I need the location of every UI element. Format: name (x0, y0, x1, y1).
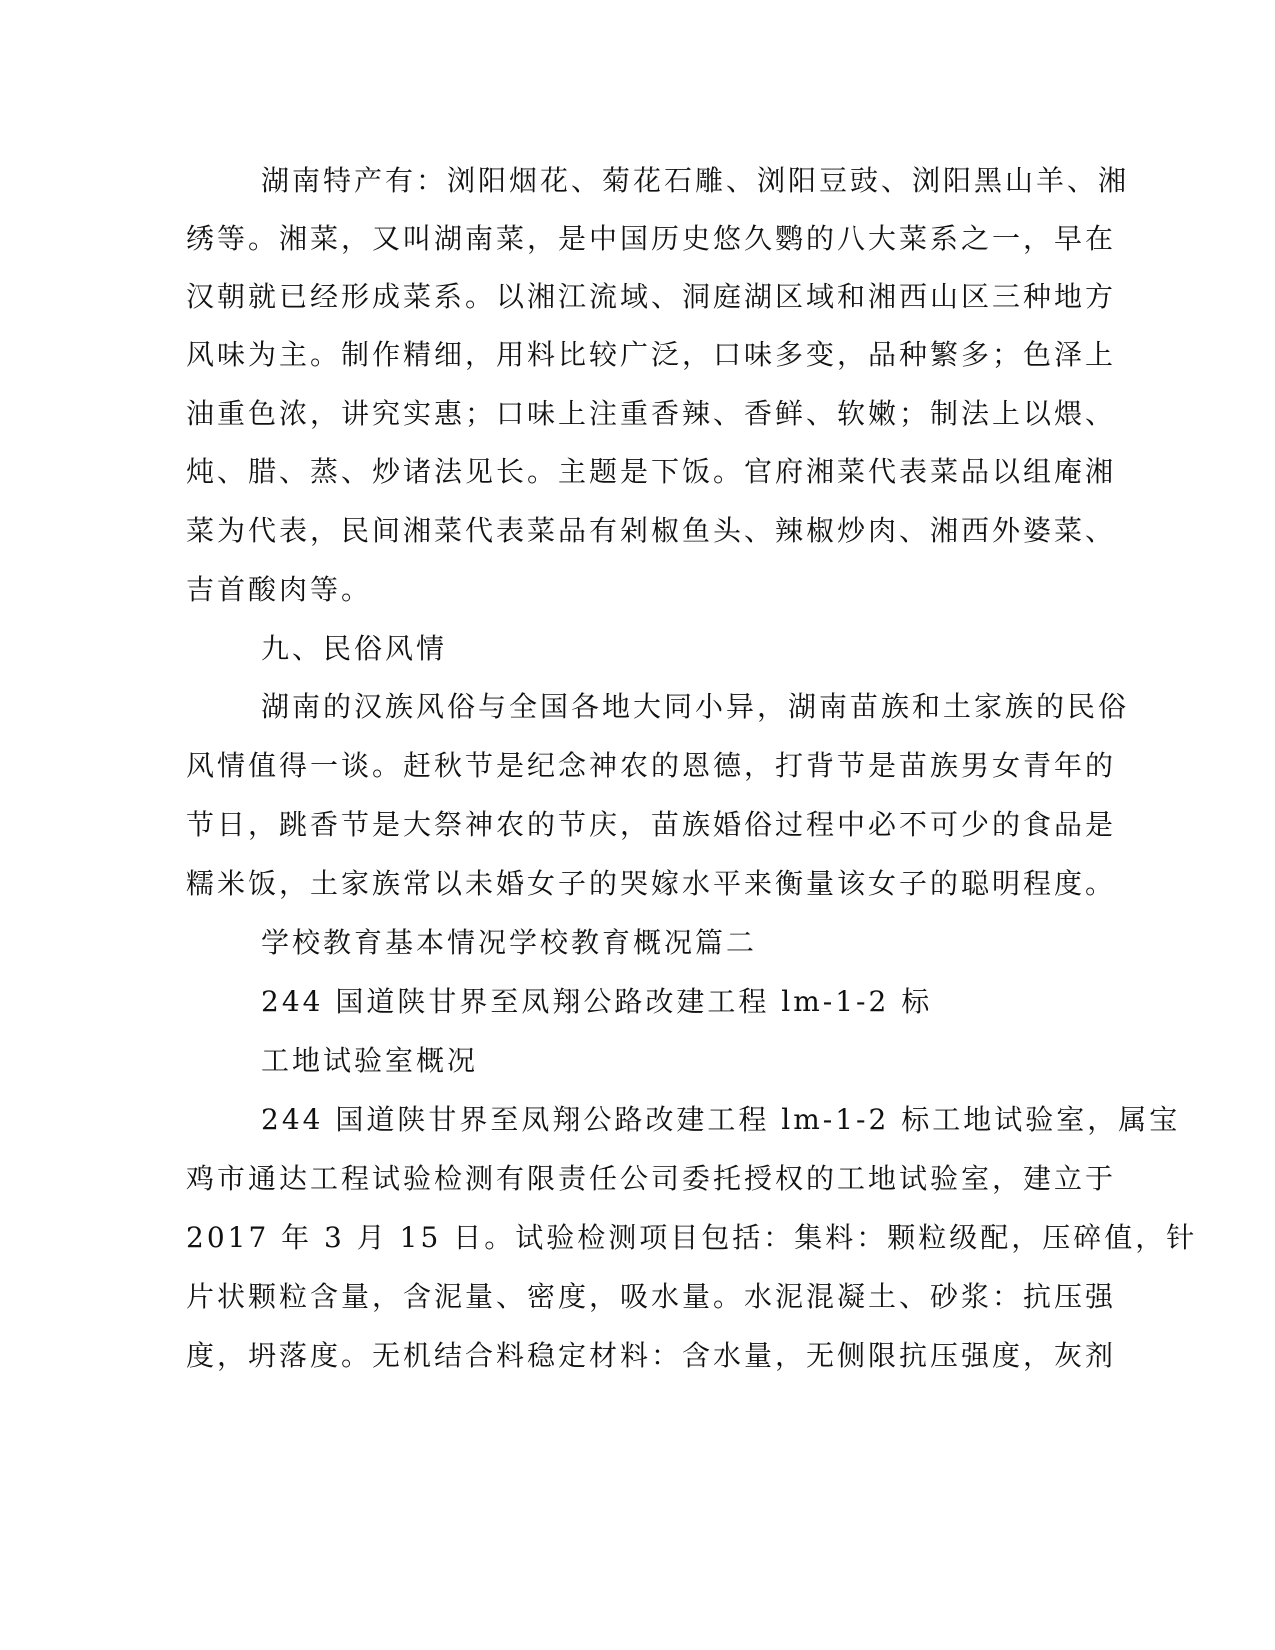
text-line: 糯米饭，土家族常以未婚女子的哭嫁水平来衡量该女子的聪明程度。 (186, 867, 1117, 900)
text-line: 度，坍落度。无机结合料稳定材料：含水量，无侧限抗压强度，灰剂 (186, 1339, 1117, 1372)
text-line: 绣等。湘菜，又叫湖南菜，是中国历史悠久鹦的八大菜系之一，早在 (186, 222, 1117, 255)
text-line: 湖南的汉族风俗与全国各地大同小异，湖南苗族和土家族的民俗 (261, 690, 1130, 723)
text-line: 汉朝就已经形成菜系。以湘江流域、洞庭湖区域和湘西山区三种地方 (186, 280, 1117, 313)
section-heading: 学校教育基本情况学校教育概况篇二 (261, 926, 758, 959)
section-heading: 工地试验室概况 (261, 1044, 479, 1077)
text-line: 鸡市通达工程试验检测有限责任公司委托授权的工地试验室，建立于 (186, 1162, 1117, 1195)
text-line: 炖、腊、蒸、炒诸法见长。主题是下饭。官府湘菜代表菜品以组庵湘 (186, 455, 1117, 488)
text-line: 节日，跳香节是大祭神农的节庆，苗族婚俗过程中必不可少的食品是 (186, 808, 1117, 841)
text-line: 菜为代表，民间湘菜代表菜品有剁椒鱼头、辣椒炒肉、湘西外婆菜、 (186, 514, 1117, 547)
project-title: 244 国道陕甘界至凤翔公路改建工程 lm-1-2 标 (261, 985, 933, 1018)
text-line: 油重色浓，讲究实惠；口味上注重香辣、香鲜、软嫩；制法上以煨、 (186, 397, 1117, 430)
text-line: 244 国道陕甘界至凤翔公路改建工程 lm-1-2 标工地试验室，属宝 (261, 1103, 1181, 1136)
text-line: 片状颗粒含量，含泥量、密度，吸水量。水泥混凝土、砂浆：抗压强 (186, 1280, 1117, 1313)
text-line: 风情值得一谈。赶秋节是纪念神农的恩德，打背节是苗族男女青年的 (186, 749, 1117, 782)
text-line: 湖南特产有：浏阳烟花、菊花石雕、浏阳豆豉、浏阳黑山羊、湘 (261, 164, 1130, 197)
text-line: 2017 年 3 月 15 日。试验检测项目包括：集料：颗粒级配，压碎值，针 (186, 1221, 1198, 1254)
section-heading: 九、民俗风情 (261, 632, 448, 665)
text-line: 吉首酸肉等。 (186, 573, 373, 606)
text-line: 风味为主。制作精细，用料比较广泛，口味多变，品种繁多；色泽上 (186, 338, 1117, 371)
